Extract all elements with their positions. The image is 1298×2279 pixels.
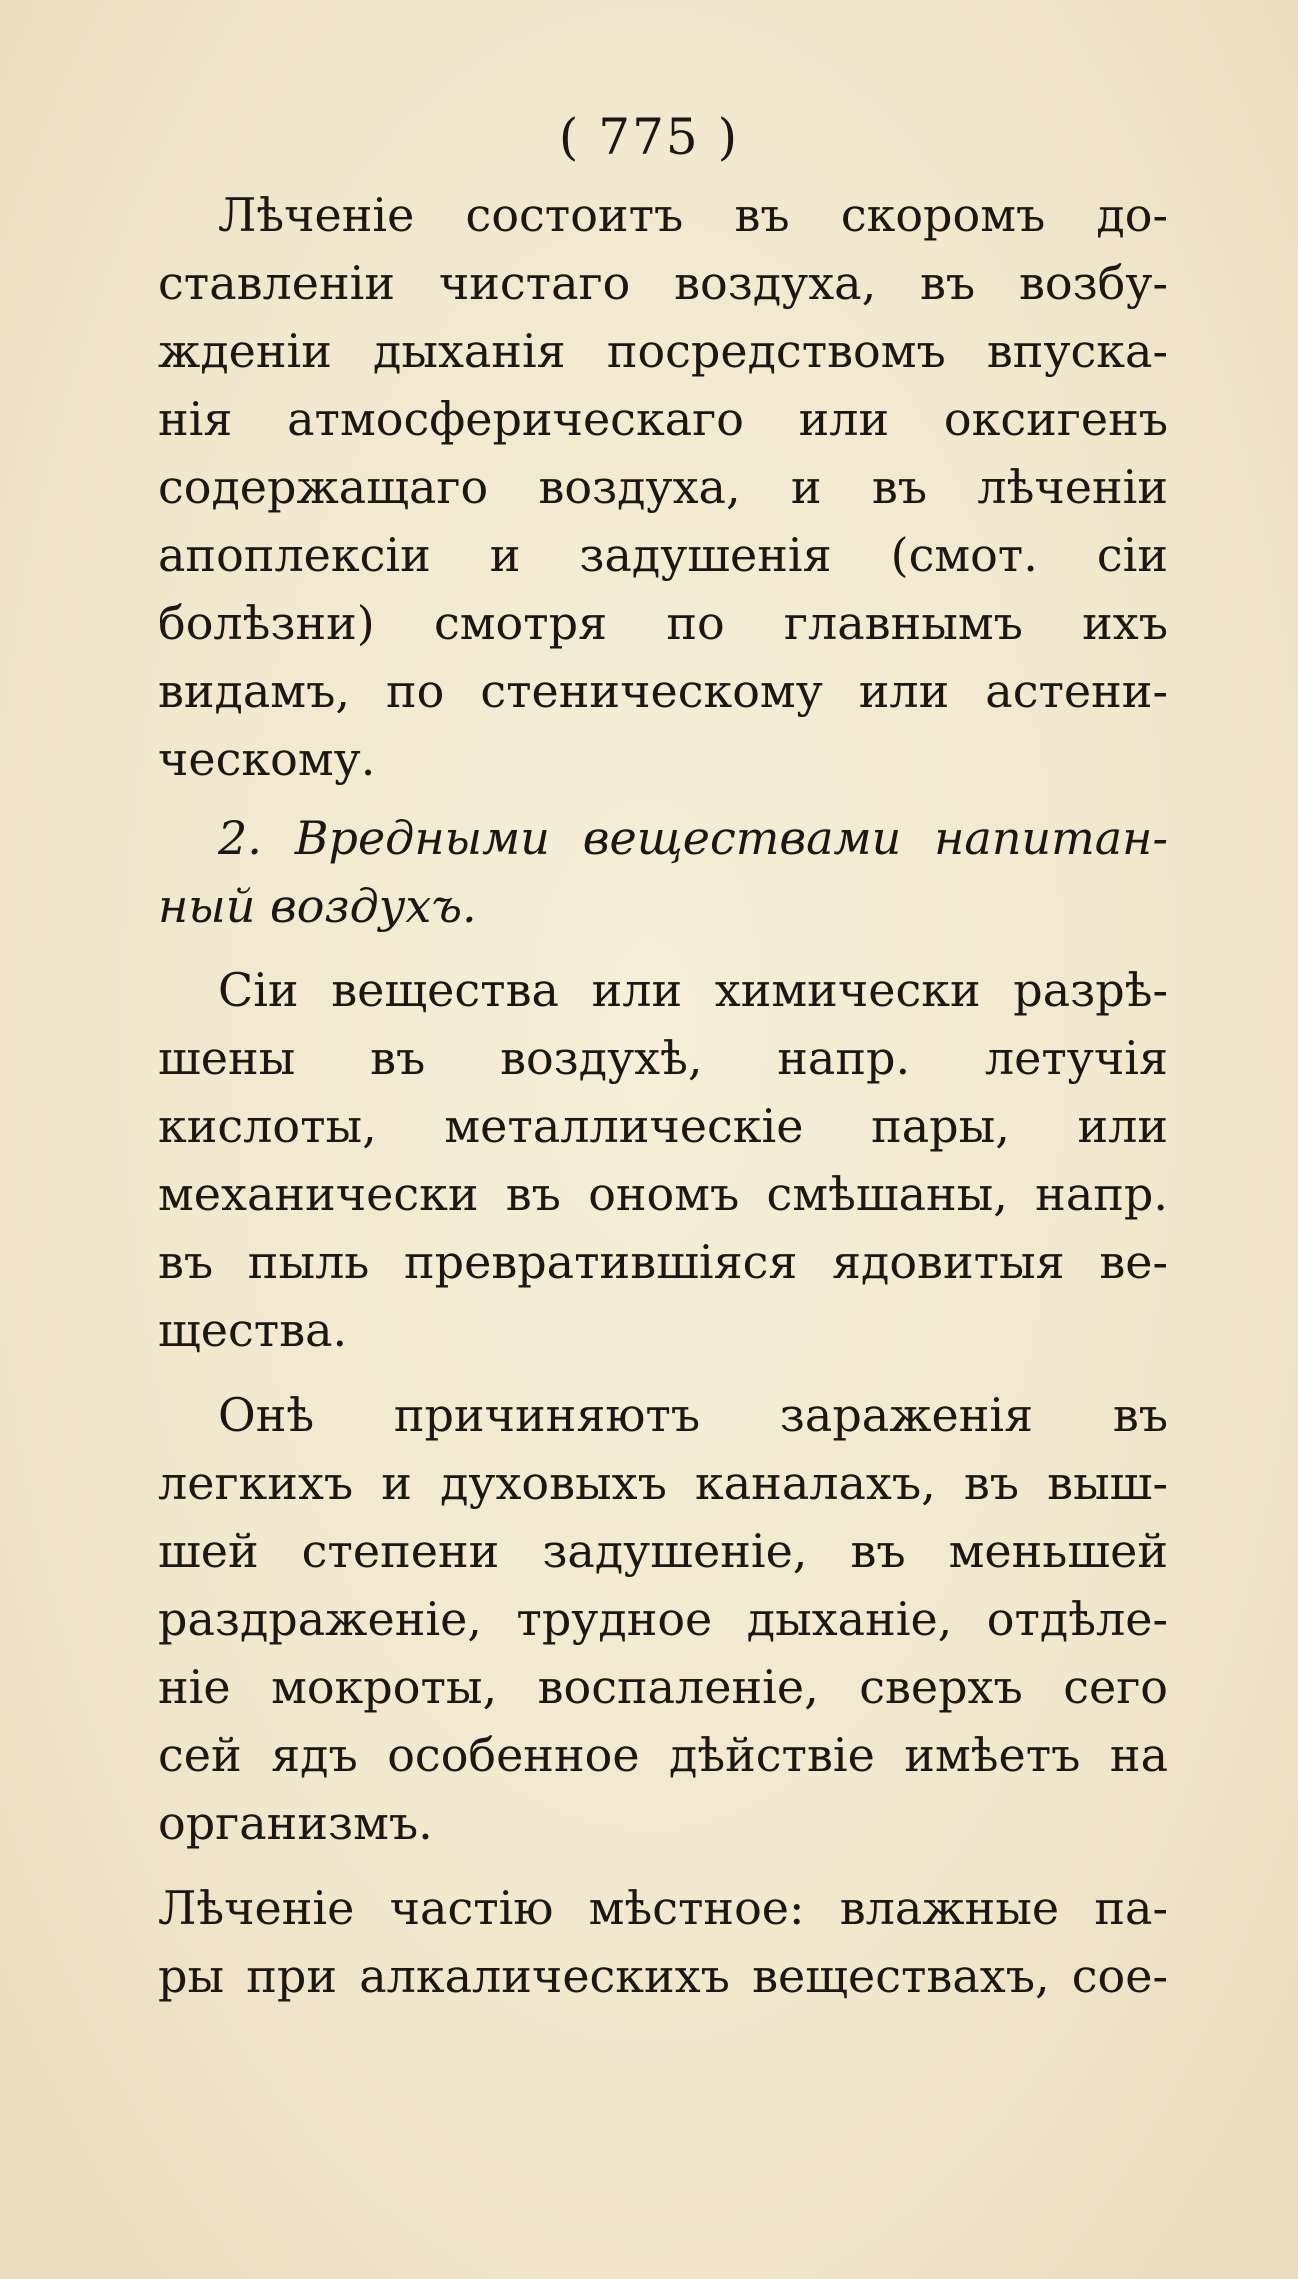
section-heading: ный воздухъ.	[158, 879, 477, 933]
text-line: жденіи дыханія посредствомъ впуска-	[158, 324, 1168, 378]
text-line: въ пыль превратившіяся ядовитыя ве-	[158, 1235, 1168, 1289]
text-line: видамъ, по стеническому или астени-	[158, 664, 1168, 718]
page-number: ( 775 )	[558, 108, 740, 166]
text-line: Онѣ причиняютъ зараженія въ	[218, 1388, 1168, 1442]
text-line: сей ядъ особенное дѣйствіе имѣетъ на	[158, 1728, 1168, 1782]
text-line: содержащаго воздуха, и въ лѣченіи	[158, 460, 1168, 514]
text-line: шены въ воздухѣ, напр. летучія	[158, 1031, 1168, 1085]
text-line: Лѣченіе частію мѣстное: влажные па-	[158, 1881, 1168, 1935]
text-line: механически въ ономъ смѣшаны, напр.	[158, 1167, 1168, 1221]
text-line: апоплексіи и задушенія (смот. сіи	[158, 528, 1168, 582]
text-line: болѣзни) смотря по главнымъ ихъ	[158, 596, 1168, 650]
text-line: ческому.	[158, 732, 376, 786]
text-line: ніе мокроты, воспаленіе, сверхъ сего	[158, 1660, 1168, 1714]
text-line: шей степени задушеніе, въ меньшей	[158, 1524, 1168, 1578]
text-line: щества.	[158, 1303, 348, 1357]
text-line: легкихъ и духовыхъ каналахъ, въ выш-	[158, 1456, 1168, 1510]
text-line: ры при алкалическихъ веществахъ, сое-	[158, 1949, 1168, 2003]
text-line: раздраженіе, трудное дыханіе, отдѣле-	[158, 1592, 1168, 1646]
text-line: Лѣченіе состоитъ въ скоромъ до-	[218, 188, 1168, 242]
text-line: кислоты, металлическіе пары, или	[158, 1099, 1168, 1153]
text-line: ставленіи чистаго воздуха, въ возбу-	[158, 256, 1168, 310]
section-heading: 2. Вредными веществами напитан-	[218, 811, 1168, 865]
text-line: нія атмосферическаго или оксигенъ	[158, 392, 1168, 446]
text-line: Сіи вещества или химически разрѣ-	[218, 963, 1168, 1017]
text-line: организмъ.	[158, 1796, 433, 1850]
